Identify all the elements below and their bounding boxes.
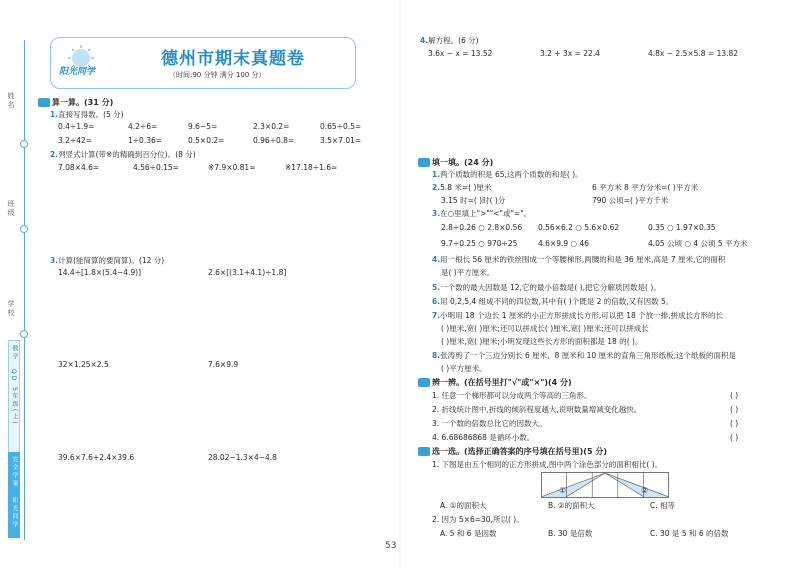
- fill-item: [432, 311, 723, 321]
- section-4-title: 选一选。(选择正确答案的序号填在括号里)(5 分): [432, 447, 607, 456]
- q1-item: 2.3×0.2=: [253, 122, 290, 131]
- choice-option: A. ①的面积大: [440, 501, 487, 510]
- q1-text: 直接写得数。(5 分): [58, 110, 124, 119]
- binding-line: [24, 40, 25, 540]
- title-box: [50, 37, 356, 89]
- page-title: 德州市期末真题卷: [161, 49, 305, 69]
- compare-item: 9.7÷0.25 ○ 970÷25: [441, 239, 518, 248]
- q2-item: 7.08×4.6=: [58, 163, 100, 172]
- judge-item: 3. 一个数的倍数总比它的因数大。: [432, 419, 547, 428]
- fill-item: ( )厘米,宽( )厘米;小明发现这些长方形的面积都是 18 的( )。: [441, 337, 643, 346]
- section-3-heading: [418, 378, 572, 388]
- judge-answer[interactable]: ( ): [730, 433, 739, 442]
- fill-text: 张涛剪了一个三边分别长 6 厘米、8 厘米和 10 厘米的直角三角形纸板,这个纸板的面积是: [440, 351, 736, 360]
- figure-label-1: ①: [559, 486, 567, 495]
- fill-num: 5.: [432, 283, 441, 292]
- choice-q2: 2. 因为 5×6=30,所以( )。: [432, 515, 524, 524]
- fill-text: 在○里填上">""<"或"="。: [440, 209, 532, 218]
- section-marker-icon: [38, 98, 50, 107]
- judge-answer[interactable]: ( ): [730, 419, 739, 428]
- fill-item: [432, 183, 491, 193]
- spine-brand-box: [8, 452, 20, 538]
- section-marker-icon: [418, 378, 430, 387]
- compare-item: 2.8÷0.26 ○ 2.8×0.56: [441, 223, 523, 232]
- choice-option: B. 30 是倍数: [548, 529, 593, 538]
- section-2-title: 填一填。(24 分): [432, 158, 494, 167]
- figure-label-2: ②: [641, 486, 649, 495]
- q1-heading: [50, 110, 124, 120]
- section-marker-icon: [418, 158, 430, 167]
- section-4-heading: [418, 447, 607, 457]
- q3-text: 计算(能简算的要简算)。(12 分): [58, 256, 165, 265]
- spine-edition: QD: [10, 369, 17, 383]
- spine-brand-1: 完全学案: [11, 456, 18, 488]
- choice-q1: 1. 下图是由五个相同的正方形拼成,图中两个涂色部分的面积相比( )。: [432, 460, 663, 469]
- fill-text: 一个数的最大因数是 12,它的最小倍数是( ),把它分解质因数是( )。: [440, 283, 661, 292]
- fill-item: [432, 283, 661, 293]
- q1-number: 1.: [50, 110, 59, 119]
- fill-text: 两个质数的积是 65,这两个质数的和是( )。: [440, 170, 583, 179]
- q1-item: 0.5×0.2=: [188, 136, 225, 145]
- fill-num: 2.: [432, 183, 441, 192]
- fill-item: [432, 170, 583, 180]
- fill-num: 3.: [432, 209, 441, 218]
- q3-item: 32×1.25×2.5: [58, 360, 109, 369]
- q1-item: 0.4÷1.9=: [58, 122, 95, 131]
- logo-text: 阳光同学: [59, 67, 96, 77]
- compare-item: 4.05 公顷 ○ 4 公顷 5 平方米: [648, 239, 748, 248]
- fill-item: ( )平方厘米。: [441, 364, 487, 373]
- fill-item: ( )厘米,宽( )厘米;还可以拼成长( )厘米,宽( )厘米;还可以拼成长: [441, 324, 649, 333]
- page-number: 53: [385, 541, 397, 551]
- choice-option: C. 相等: [650, 501, 676, 510]
- q2-number: 2.: [50, 150, 59, 159]
- fill-num: 1.: [432, 170, 441, 179]
- judge-item: 4. 6.68686868 是循环小数。: [432, 433, 535, 442]
- compare-item: 4.6×9.9 ○ 46: [538, 239, 589, 248]
- binding-hole: [20, 330, 28, 338]
- judge-answer[interactable]: ( ): [730, 391, 739, 400]
- q2-heading: [50, 150, 196, 160]
- q3-item: 14.4÷[1.8×(5.4−4.9)]: [58, 268, 142, 277]
- q4-number: 4.: [420, 36, 429, 45]
- q1-item: 1÷0.36=: [128, 136, 163, 145]
- fill-num: 4.: [432, 255, 441, 264]
- q3-item: 28.02−1.3×4−4.8: [208, 453, 277, 462]
- school-label: 学校: [7, 300, 15, 318]
- fill-item: 3.15 时=( )时( )分: [441, 196, 506, 205]
- q4-heading: [420, 36, 479, 46]
- page-subtitle: （时间:90 分钟 满分 100 分）: [169, 71, 266, 79]
- fill-num: 8.: [432, 351, 441, 360]
- fill-text: 用 0,2,5,4 组成不同的四位数,其中有( )个既是 2 的倍数,又有因数 5。: [440, 297, 674, 306]
- judge-item: 2. 折线统计图中,折线的倾斜程度越大,说明数量增减变化越快。: [432, 405, 642, 414]
- q1-item: 0.96÷0.8=: [253, 136, 295, 145]
- section-1-title: 算一算。(31 分): [52, 98, 114, 107]
- fill-num: 7.: [432, 311, 441, 320]
- q1-item: 0.65÷0.5=: [320, 122, 362, 131]
- choice-option: C. 30 是 5 和 6 的倍数: [650, 529, 729, 538]
- section-1-heading: [38, 98, 113, 108]
- judge-item: 1. 任意一个梯形都可以分成两个等高的三角形。: [432, 391, 592, 400]
- choice-option: B. ②的面积大: [548, 501, 595, 510]
- fill-item: [432, 297, 673, 307]
- fill-text: 用一根长 56 厘米的铁丝围成一个等腰梯形,两腰的和是 36 厘米,高是 7 厘米,它的面积: [440, 255, 726, 264]
- q3-item: 39.6×7.6+2.4×39.6: [58, 453, 135, 462]
- name-label: 姓名: [7, 92, 15, 110]
- q3-item: 2.6×[(3.1+4.1)÷1.8]: [208, 268, 287, 277]
- class-label: 班级: [7, 200, 15, 218]
- logo: [57, 44, 105, 80]
- q4-item: 4.8x − 2.5×5.8 = 13.82: [648, 49, 739, 58]
- center-fold: [399, 0, 401, 567]
- section-2-heading: [418, 158, 493, 168]
- q3-number: 3.: [50, 256, 59, 265]
- q3-item: 7.6×9.9: [208, 360, 239, 369]
- fill-item: 是( )平方厘米。: [441, 268, 495, 277]
- fill-item: [432, 351, 736, 361]
- q2-item: ※17.18÷1.6≈: [285, 163, 338, 172]
- fill-num: 6.: [432, 297, 441, 306]
- fill-item: 6 平方米 8 平方分米=( )平方米: [592, 183, 699, 192]
- section-3-title: 辨一辨。(在括号里打"√"或"×")(4 分): [432, 378, 572, 387]
- fill-item: [432, 209, 531, 219]
- compare-item: 0.56×6.2 ○ 5.6×0.62: [538, 223, 620, 232]
- binding-strip: [0, 0, 50, 567]
- spine-grade: 5年级(上): [11, 387, 18, 426]
- q1-item: 3.5×7.01=: [320, 136, 362, 145]
- binding-hole: [20, 225, 28, 233]
- q1-item: 3.2÷42=: [58, 136, 93, 145]
- q4-item: 3.6x − x = 13.52: [428, 49, 493, 58]
- q1-item: 4.2÷6=: [128, 122, 158, 131]
- q1-item: 9.6−5=: [188, 122, 218, 131]
- q3-heading: [50, 256, 164, 266]
- q2-text: 列竖式计算(带※的精确到百分位)。(8 分): [58, 150, 196, 159]
- fill-item: [432, 255, 725, 265]
- section-marker-icon: [418, 447, 430, 456]
- q4-text: 解方程。(6 分): [428, 36, 479, 45]
- spine-brand-2: 阳光同学: [11, 497, 18, 529]
- judge-answer[interactable]: ( ): [730, 405, 739, 414]
- fill-item: 790 公顷=( )平方千米: [592, 196, 669, 205]
- fill-text: 5.8 米=( )厘米: [440, 183, 492, 192]
- choice-option: A. 5 和 6 是因数: [440, 529, 497, 538]
- squares-figure: [541, 472, 669, 498]
- q4-item: 3.2 + 3x = 22.4: [540, 49, 600, 58]
- q2-item: ※7.9×0.81≈: [208, 163, 256, 172]
- fill-text: 小明用 18 个边长 1 厘米的小正方形拼成长方形,可以把 18 个放一排,拼成长方形的长: [440, 311, 724, 320]
- binding-hole: [20, 140, 28, 148]
- compare-item: 0.35 ○ 1.97×0.35: [648, 223, 716, 232]
- spine-subject: 数学: [11, 345, 18, 361]
- q2-item: 4.56÷0.15=: [133, 163, 179, 172]
